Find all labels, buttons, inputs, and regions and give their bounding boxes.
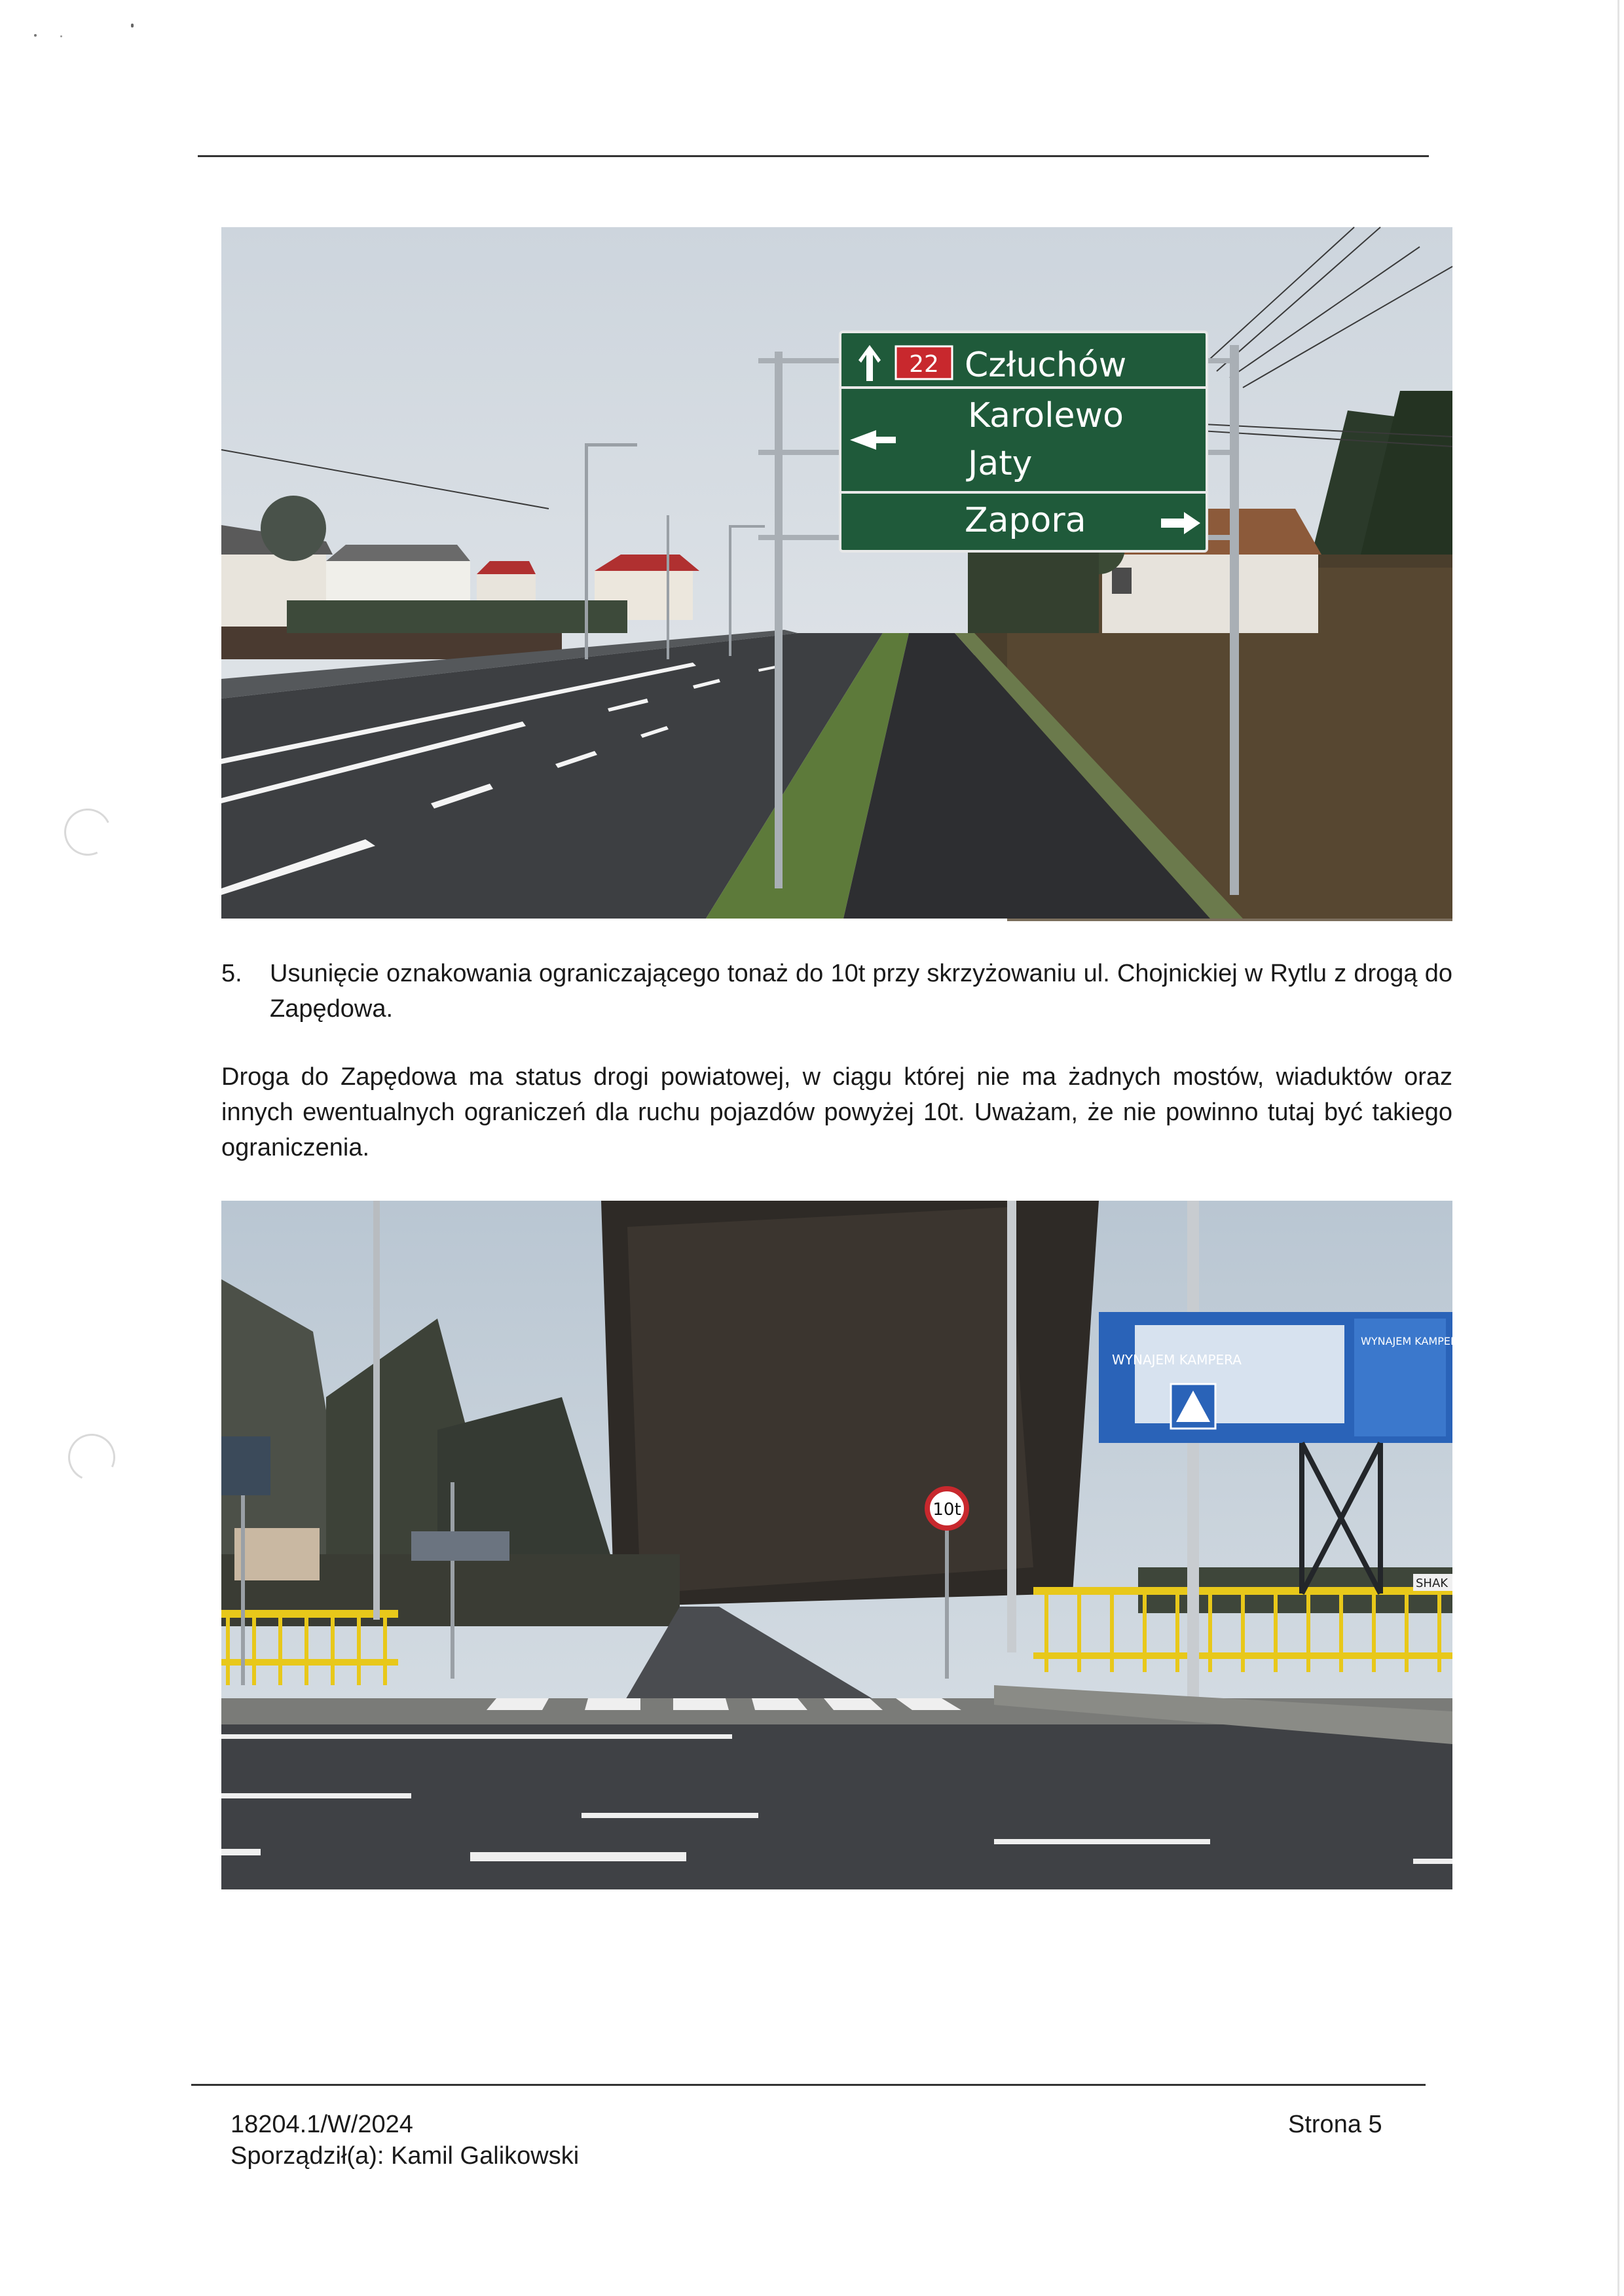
item-number: 5. bbox=[221, 960, 242, 987]
header-rule bbox=[198, 155, 1429, 157]
punch-hole bbox=[62, 1427, 122, 1487]
weight-limit-sign: 10t bbox=[932, 1500, 961, 1520]
route-number-22: 22 bbox=[909, 351, 939, 378]
page-number: Strona 5 bbox=[1288, 2111, 1382, 2138]
body-paragraph: Droga do Zapędowa ma status drogi powiatowej, w ciągu której nie ma żadnych mostów, wiaduktów oraz innych ewentualnych ograniczeń dla ruchu pojazdów powyżej 10t. Uważam, że nie powinno tutaj być takiego ograniczenia. bbox=[221, 1063, 1452, 1161]
scan-speck bbox=[34, 34, 37, 37]
photo-road-direction-sign bbox=[221, 227, 1452, 919]
photo-intersection-crossing bbox=[221, 1201, 1465, 1889]
billboard-right-text: WYNAJEM KAMPERA bbox=[1361, 1335, 1465, 1347]
numbered-item-5 bbox=[221, 956, 1452, 1028]
author-line: Sporządził(a): Kamil Galikowski bbox=[231, 2142, 580, 2170]
document-number: 18204.1/W/2024 bbox=[231, 2111, 413, 2138]
punch-hole bbox=[58, 802, 118, 862]
scan-speck bbox=[131, 24, 134, 27]
scan-speck bbox=[60, 35, 62, 37]
shop-sign-text: SHAK bbox=[1416, 1576, 1449, 1590]
scan-edge bbox=[1617, 0, 1619, 2296]
photo-intersection-crossing-drawing bbox=[221, 1201, 1465, 1889]
sign-destination-zapora: Zapora bbox=[965, 501, 1086, 540]
photo-road-direction-sign-drawing bbox=[221, 227, 1452, 919]
sign-destination-jaty: Jaty bbox=[968, 444, 1033, 483]
footer-rule bbox=[191, 2084, 1426, 2086]
sign-destination-karolewo: Karolewo bbox=[968, 396, 1124, 435]
item-text: Usunięcie oznakowania ograniczającego tonaż do 10t przy skrzyżowaniu ul. Chojnickiej w Rytlu z drogą do Zapędowa. bbox=[270, 960, 1452, 1023]
sign-destination-czluchow: Człuchów bbox=[965, 346, 1127, 385]
billboard-left-text: WYNAJEM KAMPERA bbox=[1112, 1352, 1242, 1368]
